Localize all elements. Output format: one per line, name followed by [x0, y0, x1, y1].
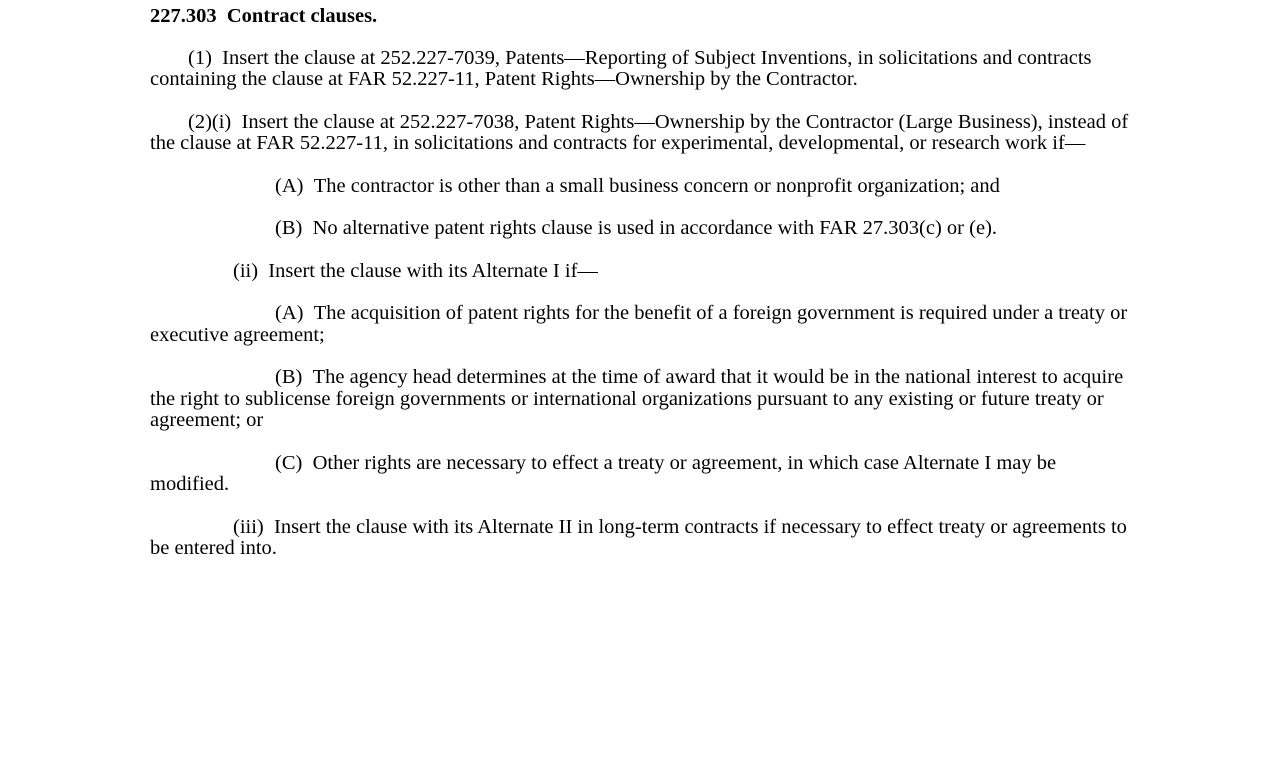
paragraph-2-i-a [150, 176, 1140, 198]
paragraph-text: Insert the clause at 252.227-7038, Patent Rights—Ownership by the Contractor (Large Business), instead of the clause at FAR 52.227-11, in solicitations and contracts for experimental, developmental, or research work if— [150, 110, 1129, 154]
paragraph-label: (ii) [233, 259, 259, 282]
paragraph-label: (iii) [233, 515, 264, 538]
paragraph-text: No alternative patent rights clause is used in accordance with FAR 27.303(c) or (e). [312, 217, 998, 239]
paragraph-text: The acquisition of patent rights for the benefit of a foreign government is required under a treaty or executive agreement; [150, 302, 1128, 346]
paragraph-text: Insert the clause at 252.227-7039, Patents—Reporting of Subject Inventions, in solicitations and contracts containing the clause at FAR 52.227-11, Patent Rights—Ownership by the Contractor. [150, 46, 1092, 90]
paragraph-text: Insert the clause with its Alternate I if— [268, 259, 598, 282]
paragraph-text: The contractor is other than a small business concern or nonprofit organization; and [313, 174, 1000, 197]
paragraph-label: (A) [275, 302, 304, 324]
document-body [150, 6, 1140, 581]
paragraph-label: (2)(i) [188, 110, 232, 133]
paragraph-2-ii-a [150, 303, 1140, 346]
paragraph-text: Insert the clause with its Alternate II in long-term contracts if necessary to effect treaty or agreements to be entered into. [150, 515, 1127, 559]
paragraph-2-ii [150, 261, 1140, 283]
section-heading [150, 6, 1140, 28]
paragraph-2-ii-c [150, 453, 1140, 496]
section-number: 227.303 [150, 5, 217, 27]
paragraph-text: Other rights are necessary to effect a treaty or agreement, in which case Alternate I may be modified. [150, 451, 1057, 495]
paragraph-label: (B) [275, 366, 303, 388]
paragraph-label: (1) [188, 46, 212, 69]
paragraph-label: (C) [275, 451, 303, 474]
paragraph-1 [150, 48, 1140, 91]
paragraph-label: (A) [275, 174, 304, 197]
paragraph-2-i [150, 112, 1140, 155]
paragraph-text: The agency head determines at the time of award that it would be in the national interest to acquire the right to sublicense foreign governments or international organizations pursuant to any existing or future treaty or agreement; or [150, 366, 1124, 431]
paragraph-2-ii-b [150, 367, 1140, 432]
paragraph-2-iii [150, 517, 1140, 560]
paragraph-2-i-b [150, 218, 1140, 240]
paragraph-label: (B) [275, 217, 303, 239]
section-title: Contract clauses. [226, 5, 378, 27]
